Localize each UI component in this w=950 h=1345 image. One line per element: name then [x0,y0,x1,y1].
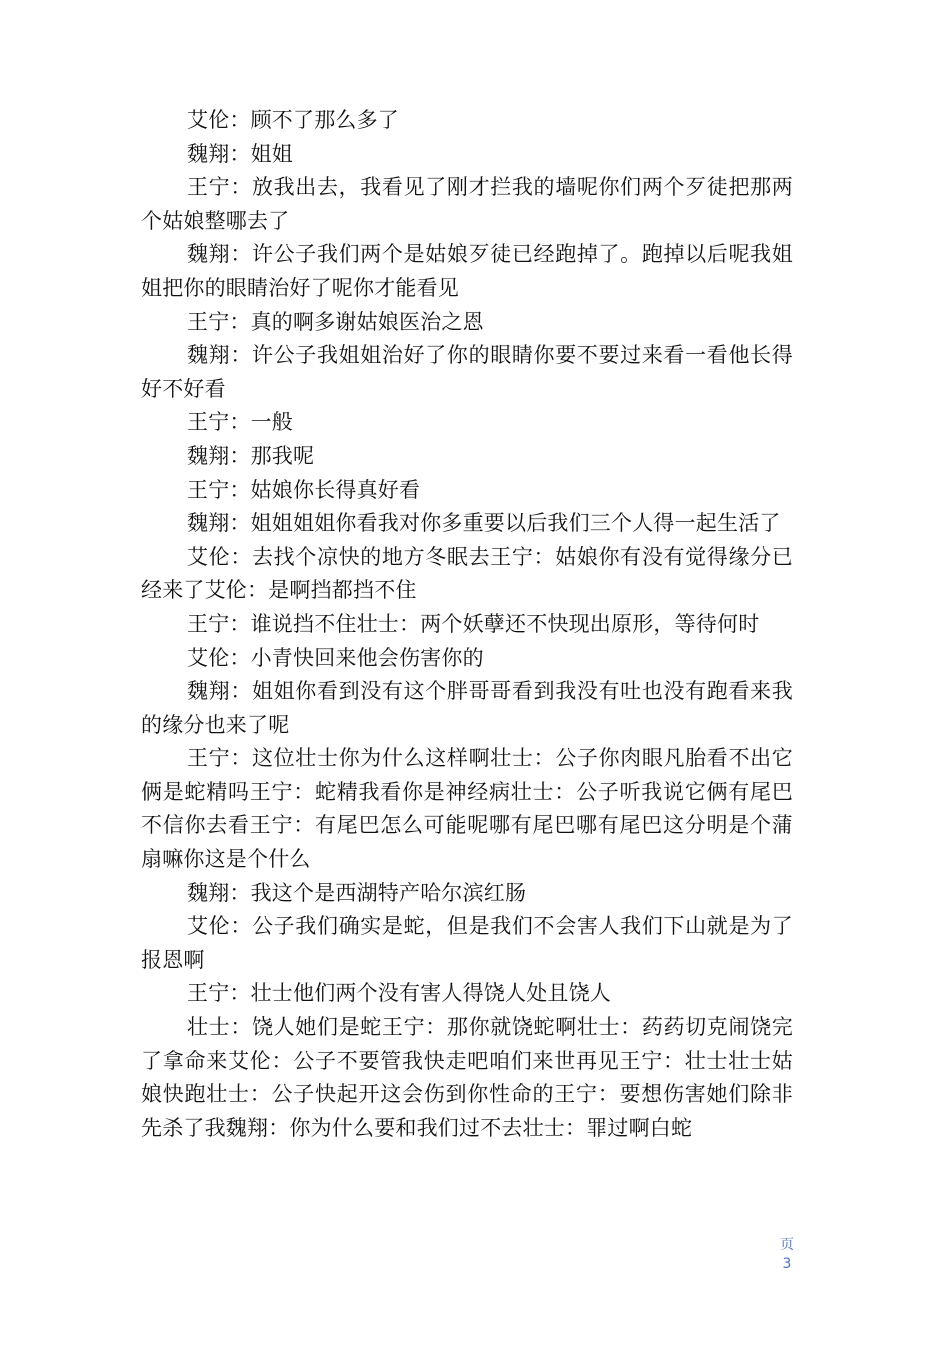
dialogue-paragraph: 艾伦：顾不了那么多了 [187,108,399,132]
dialogue-paragraph: 王宁：放我出去，我看见了刚才拦我的墙呢你们两个歹徒把那两个姑娘整哪去了 [141,175,793,233]
dialogue-paragraph: 王宁：谁说挡不住壮士：两个妖孽还不快现出原形，等待何时 [187,611,760,636]
dialogue-paragraph: 魏翔：那我呢 [187,443,315,468]
dialogue-paragraph: 魏翔：我这个是西湖特产哈尔滨红肠 [187,880,527,905]
dialogue-paragraph: 王宁：真的啊多谢姑娘医治之恩 [187,309,484,334]
dialogue-paragraph: 艾伦：小青快回来他会伤害你的 [187,645,484,670]
dialogue-paragraph: 艾伦：公子我们确实是蛇，但是我们不会害人我们下山就是为了报恩啊 [141,914,793,972]
dialogue-paragraph: 王宁：壮士他们两个没有害人得饶人处且饶人 [187,981,611,1006]
dialogue-paragraph: 魏翔：许公子我姐姐治好了你的眼睛你要不要过来看一看他长得好不好看 [141,343,793,401]
dialogue-paragraph: 王宁：这位壮士你为什么这样啊壮士：公子你肉眼凡胎看不出它俩是蛇精吗王宁：蛇精我看你是神经病壮士：公子听我说它俩有尾巴不信你去看王宁：有尾巴怎么可能呢哪有尾巴哪有尾巴这分明是个蒲扇嘛你这是个什么 [141,746,793,872]
dialogue-paragraph: 魏翔：姐姐 [187,141,293,166]
script-body [141,104,793,1145]
page-number [776,1236,798,1274]
dialogue-paragraph: 王宁：一般 [187,410,293,435]
page-label: 页 [780,1237,794,1253]
dialogue-paragraph: 魏翔：许公子我们两个是姑娘歹徒已经跑掉了。跑掉以后呢我姐姐把你的眼睛治好了呢你才能看见 [141,242,793,300]
page-number-value: 3 [782,1256,792,1272]
dialogue-paragraph: 艾伦：去找个凉快的地方冬眠去王宁：姑娘你有没有觉得缘分已经来了艾伦：是啊挡都挡不住 [141,544,793,603]
dialogue-paragraph: 魏翔：姐姐姐姐你看我对你多重要以后我们三个人得一起生活了 [187,511,781,536]
dialogue-paragraph: 王宁：姑娘你长得真好看 [187,477,421,502]
dialogue-paragraph: 魏翔：姐姐你看到没有这个胖哥哥看到我没有吐也没有跑看来我的缘分也来了呢 [141,679,793,737]
dialogue-paragraph: 壮士：饶人她们是蛇王宁：那你就饶蛇啊壮士：药药切克闹饶完了拿命来艾伦：公子不要管我快走吧咱们来世再见王宁：壮士壮士姑娘快跑壮士：公子快起开这会伤到你性命的王宁：要想伤害她们除非先杀了我魏翔：你为什么要和我们过不去壮士：罪过啊白蛇 [141,1015,793,1140]
